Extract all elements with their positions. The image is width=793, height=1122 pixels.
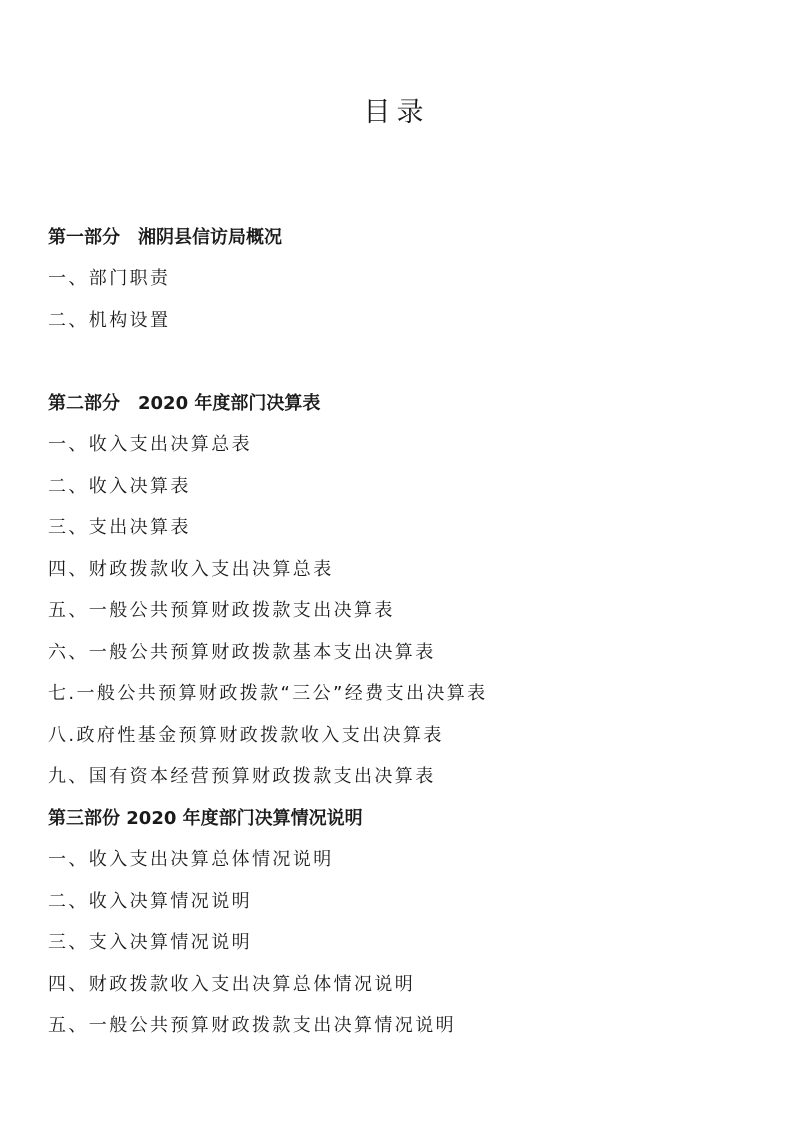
toc-item: 三、支入决算情况说明 xyxy=(48,932,252,953)
section-heading-1: 第一部分 湘阴县信访局概况 xyxy=(48,227,282,248)
toc-item: 四、财政拨款收入支出决算总体情况说明 xyxy=(48,974,416,995)
toc-item: 七.一般公共预算财政拨款“三公”经费支出决算表 xyxy=(48,683,488,704)
toc-item: 三、支出决算表 xyxy=(48,517,191,538)
toc-item: 二、收入决算表 xyxy=(48,476,191,497)
toc-item: 五、一般公共预算财政拨款支出决算情况说明 xyxy=(48,1015,456,1036)
page-title: 目录 xyxy=(363,97,430,128)
toc-item: 一、收入支出决算总体情况说明 xyxy=(48,849,334,870)
toc-item: 一、部门职责 xyxy=(48,268,171,289)
toc-item: 九、国有资本经营预算财政拨款支出决算表 xyxy=(48,766,436,787)
section-heading-2: 第二部分 2020 年度部门决算表 xyxy=(48,393,321,414)
toc-item: 一、收入支出决算总表 xyxy=(48,434,252,455)
toc-item: 八.政府性基金预算财政拨款收入支出决算表 xyxy=(48,725,444,746)
toc-item: 二、收入决算情况说明 xyxy=(48,891,252,912)
toc-item: 六、一般公共预算财政拨款基本支出决算表 xyxy=(48,642,436,663)
toc-item: 二、机构设置 xyxy=(48,310,171,331)
section-heading-3: 第三部份 2020 年度部门决算情况说明 xyxy=(48,808,363,829)
toc-item: 四、财政拨款收入支出决算总表 xyxy=(48,559,334,580)
toc-item: 五、一般公共预算财政拨款支出决算表 xyxy=(48,600,395,621)
